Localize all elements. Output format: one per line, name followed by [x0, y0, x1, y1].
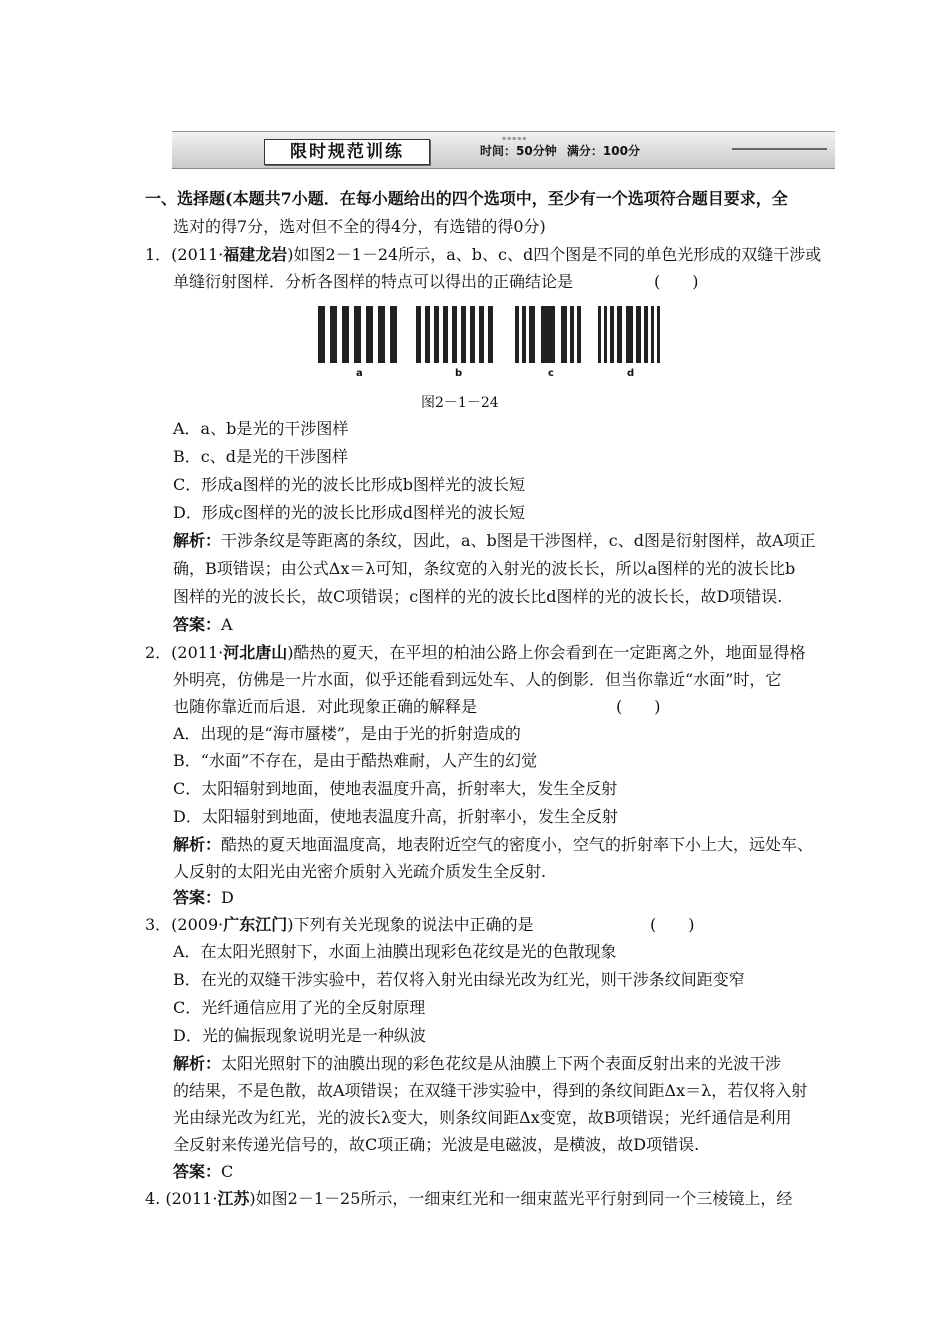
q2-text: )酷热的夏天，在平坦的柏油公路上你会看到在一定距离之外，地面显得格 — [287, 643, 806, 662]
answer-label: 答案： — [173, 615, 222, 634]
q3-text: )下列有关光现象的说法中正确的是 — [287, 915, 534, 934]
label-b: b — [455, 368, 463, 379]
answer-label: 答案： — [173, 1162, 222, 1181]
analysis-label: 解析： — [173, 1054, 222, 1073]
q2-bracket: ( ) — [616, 697, 661, 716]
answer-value: C — [221, 1162, 234, 1181]
q1-option-d: D．形成c图样的光的波长比形成d图样光的波长短 — [173, 503, 526, 522]
q1-text: )如图2－1－24所示，a、b、c、d四个图是不同的单色光形成的双缝干涉或 — [287, 245, 822, 264]
q2-prefix: 2．(2011· — [145, 643, 224, 662]
q2-option-b: B．“水面”不存在，是由于酷热难耐，人产生的幻觉 — [173, 751, 538, 770]
q1-option-c: C．形成a图样的光的波长比形成b图样光的波长短 — [173, 475, 526, 494]
answer-value: A — [221, 615, 233, 634]
q1-analysis-3: 图样的光的波长长，故C项错误；c图样的光的波长比d图样的光的波长长，故D项错误. — [173, 587, 783, 606]
header-banner — [172, 131, 835, 169]
q2-source: 河北唐山 — [223, 643, 288, 662]
q1-answer — [173, 615, 233, 635]
fringe-figure — [318, 306, 662, 386]
pattern-b — [416, 306, 494, 363]
q2-option-a: A．出现的是“海市蜃楼”，是由于光的折射造成的 — [173, 724, 521, 743]
section-heading: 一、选择题(本题共7小题．在每小题给出的四个选项中，至少有一个选项符合题目要求，全 — [145, 189, 788, 208]
q1-line2: 单缝衍射图样．分析各图样的特点可以得出的正确结论是 — [173, 272, 574, 291]
q1-analysis-2: 确，B项错误；由公式Δx＝λ可知，条纹宽的入射光的波长长，所以a图样的光的波长比b — [173, 559, 796, 578]
q2-answer — [173, 888, 234, 908]
q2-analysis-2: 人反射的太阳光由光密介质射入光疏介质发生全反射. — [173, 862, 547, 881]
decorative-line — [732, 148, 827, 150]
analysis-text: 干涉条纹是等距离的条纹，因此，a、b图是干涉图样，c、d图是衍射图样，故A项正 — [221, 531, 816, 550]
analysis-text: 太阳光照射下的油膜出现的彩色花纹是从油膜上下两个表面反射出来的光波干涉 — [221, 1054, 782, 1073]
q1-prefix: 1．(2011· — [145, 245, 224, 264]
q3-prefix: 3．(2009· — [145, 915, 224, 934]
analysis-label: 解析： — [173, 531, 222, 550]
q3-analysis-4: 全反射来传递光信号的，故C项正确；光波是电磁波，是横波，故D项错误. — [173, 1135, 700, 1154]
q3-answer — [173, 1162, 233, 1182]
figure-caption: 图2－1－24 — [421, 395, 499, 411]
q2-line1 — [145, 643, 806, 663]
q3-analysis-2: 的结果，不是色散，故A项错误；在双缝干涉实验中，得到的条纹间距Δx＝λ，若仅将入射 — [173, 1081, 808, 1100]
q4-text: )如图2－1－25所示，一细束红光和一细束蓝光平行射到同一个三棱镜上，经 — [249, 1189, 793, 1208]
section-heading-cont: 选对的得7分，选对但不全的得4分，有选错的得0分) — [173, 217, 546, 236]
q2-option-d: D．太阳辐射到地面，使地表温度升高，折射率小，发生全反射 — [173, 807, 618, 826]
q1-source: 福建龙岩 — [223, 245, 288, 264]
q3-option-d: D．光的偏振现象说明光是一种纵波 — [173, 1026, 426, 1045]
analysis-text: 酷热的夏天地面温度高，地表附近空气的密度小，空气的折射率下小上大，远处车、 — [221, 835, 814, 854]
q1-line1 — [145, 245, 821, 265]
q1-analysis-1 — [173, 531, 816, 551]
decorative-dots: ▪▪▪▪▪ — [502, 135, 528, 142]
analysis-label: 解析： — [173, 835, 222, 854]
q2-option-c: C．太阳辐射到地面，使地表温度升高，折射率大，发生全反射 — [173, 779, 618, 798]
q4-prefix: 4. (2011· — [145, 1189, 218, 1208]
q3-option-b: B．在光的双缝干涉实验中，若仅将入射光由绿光改为红光，则干涉条纹间距变窄 — [173, 970, 745, 989]
q3-option-c: C．光纤通信应用了光的全反射原理 — [173, 998, 426, 1017]
q4-source: 江苏 — [217, 1189, 250, 1208]
label-c: c — [548, 368, 554, 379]
q4-line1 — [145, 1189, 792, 1209]
q3-source: 广东江门 — [223, 915, 288, 934]
q1-bracket: ( ) — [654, 272, 699, 291]
q3-line1 — [145, 915, 534, 935]
pattern-c — [515, 306, 581, 363]
q3-analysis-1 — [173, 1054, 781, 1074]
banner-meta — [480, 142, 646, 160]
q1-option-a: A．a、b是光的干涉图样 — [173, 419, 349, 438]
q3-analysis-3: 光由绿光改为红光，光的波长λ变大，则条纹间距Δx变宽，故B项错误；光纤通信是利用 — [173, 1108, 792, 1127]
pattern-d — [598, 306, 660, 363]
q3-bracket: ( ) — [650, 915, 695, 934]
q2-line2: 外明亮，仿佛是一片水面，似乎还能看到远处车、人的倒影．但当你靠近“水面”时，它 — [173, 670, 782, 689]
banner-title: 限时规范训练 — [264, 139, 430, 165]
q1-option-b: B．c、d是光的干涉图样 — [173, 447, 348, 466]
q2-line3: 也随你靠近而后退．对此现象正确的解释是 — [173, 697, 478, 716]
answer-value: D — [221, 888, 234, 907]
score-label: 满分：100分 — [566, 144, 640, 158]
label-a: a — [356, 368, 363, 379]
q3-option-a: A．在太阳光照射下，水面上油膜出现彩色花纹是光的色散现象 — [173, 942, 617, 961]
time-label: 时间：50分钟 — [480, 144, 557, 158]
label-d: d — [627, 368, 635, 379]
answer-label: 答案： — [173, 888, 222, 907]
pattern-a — [318, 306, 398, 363]
q2-analysis-1 — [173, 835, 813, 855]
